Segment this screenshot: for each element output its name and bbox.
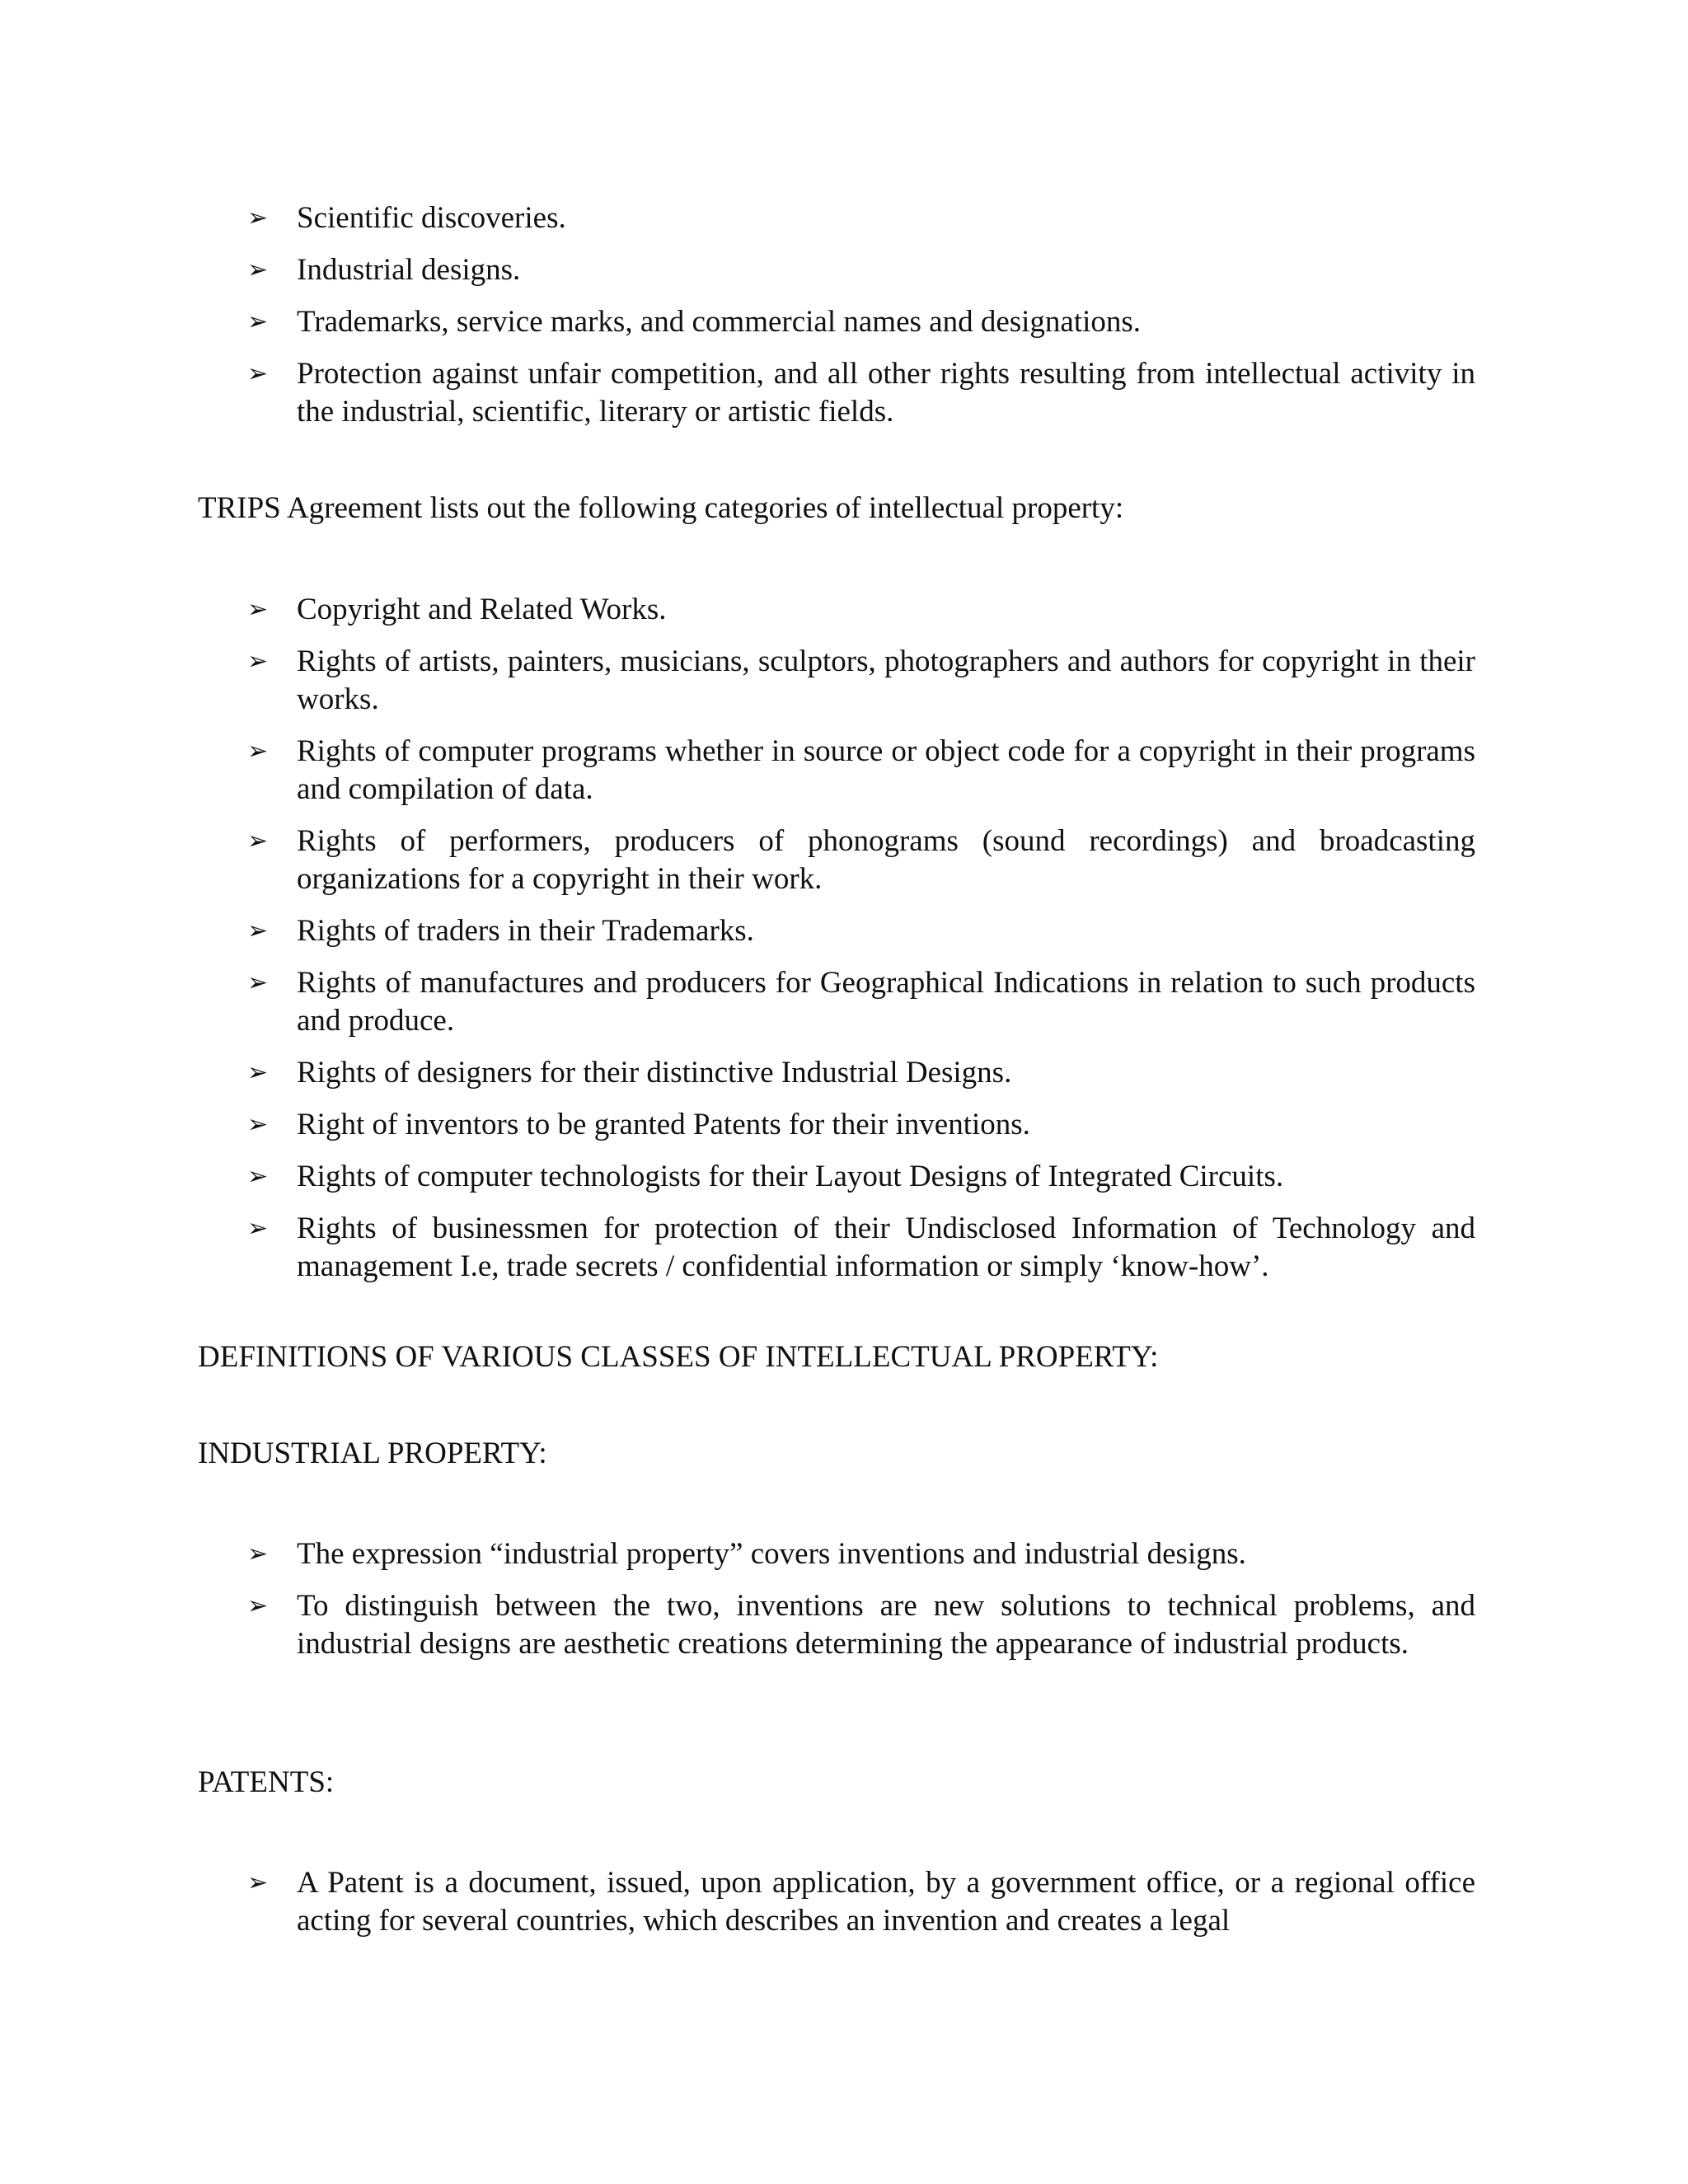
arrow-bullet-icon: ➢ bbox=[247, 647, 269, 676]
list-item-text: Rights of traders in their Trademarks. bbox=[297, 914, 754, 948]
list-item bbox=[247, 733, 1475, 808]
list-item bbox=[247, 964, 1475, 1040]
list-item bbox=[247, 199, 1475, 237]
list-item-text: Rights of designers for their distinctive Industrial Designs. bbox=[297, 1056, 1012, 1090]
arrow-bullet-icon: ➢ bbox=[247, 1214, 269, 1243]
arrow-bullet-icon: ➢ bbox=[247, 1591, 269, 1620]
arrow-bullet-icon: ➢ bbox=[247, 916, 269, 945]
trips-heading: TRIPS Agreement lists out the following categories of intellectual property: bbox=[198, 491, 1124, 525]
list-item bbox=[247, 251, 1475, 289]
list-item bbox=[247, 1054, 1475, 1092]
list-item bbox=[247, 303, 1475, 341]
list-item-text: Scientific discoveries. bbox=[297, 201, 566, 235]
arrow-bullet-icon: ➢ bbox=[247, 968, 269, 997]
list-item bbox=[247, 1587, 1475, 1663]
list-item-text: The expression “industrial property” covers inventions and industrial designs. bbox=[297, 1537, 1246, 1571]
trips-categories-list bbox=[247, 591, 1475, 1300]
list-item bbox=[247, 912, 1475, 950]
arrow-bullet-icon: ➢ bbox=[247, 737, 269, 766]
industrial-property-heading: INDUSTRIAL PROPERTY: bbox=[198, 1436, 547, 1470]
arrow-bullet-icon: ➢ bbox=[247, 255, 269, 284]
arrow-bullet-icon: ➢ bbox=[247, 595, 269, 624]
list-item-text: Rights of artists, painters, musicians, sculptors, photographers and authors for copyright in their works. bbox=[297, 644, 1475, 716]
arrow-bullet-icon: ➢ bbox=[247, 307, 269, 336]
list-item-text: Rights of manufactures and producers for Geographical Indications in relation to such products and produce. bbox=[297, 966, 1475, 1038]
ip-list-continued bbox=[247, 199, 1475, 445]
arrow-bullet-icon: ➢ bbox=[247, 1110, 269, 1139]
arrow-bullet-icon: ➢ bbox=[247, 1540, 269, 1568]
list-item bbox=[247, 823, 1475, 898]
arrow-bullet-icon: ➢ bbox=[247, 204, 269, 232]
patents-heading: PATENTS: bbox=[198, 1765, 335, 1799]
list-item-text: To distinguish between the two, inventions are new solutions to technical problems, and industrial designs are aesthetic creations determining the appearance of industrial products. bbox=[297, 1589, 1475, 1661]
list-item-text: Industrial designs. bbox=[297, 253, 521, 287]
list-item-text: Rights of computer programs whether in source or object code for a copyright in their programs and compilation of data. bbox=[297, 734, 1475, 806]
list-item-text: Protection against unfair competition, and all other rights resulting from intellectual activity in the industrial, scientific, literary or artistic fields. bbox=[297, 357, 1475, 429]
list-item-text: Rights of performers, producers of phonograms (sound recordings) and broadcasting organizations for a copyright in their work. bbox=[297, 824, 1475, 896]
list-item bbox=[247, 1210, 1475, 1286]
arrow-bullet-icon: ➢ bbox=[247, 827, 269, 855]
patents-list bbox=[247, 1864, 1475, 1954]
list-item bbox=[247, 355, 1475, 431]
list-item-text: A Patent is a document, issued, upon application, by a government office, or a regional office acting for several countries, which describes an invention and creates a legal bbox=[297, 1866, 1475, 1938]
definitions-heading: DEFINITIONS OF VARIOUS CLASSES OF INTELLECTUAL PROPERTY: bbox=[198, 1340, 1159, 1374]
arrow-bullet-icon: ➢ bbox=[247, 1868, 269, 1897]
list-item bbox=[247, 1535, 1475, 1573]
list-item-text: Right of inventors to be granted Patents for their inventions. bbox=[297, 1108, 1030, 1141]
arrow-bullet-icon: ➢ bbox=[247, 359, 269, 388]
list-item bbox=[247, 1106, 1475, 1144]
list-item-text: Rights of businessmen for protection of their Undisclosed Information of Technology and management I.e, trade secrets / confidential information or simply ‘know-how’. bbox=[297, 1212, 1475, 1283]
list-item-text: Trademarks, service marks, and commercial names and designations. bbox=[297, 305, 1142, 339]
arrow-bullet-icon: ➢ bbox=[247, 1162, 269, 1191]
list-item-text: Copyright and Related Works. bbox=[297, 593, 667, 626]
list-item bbox=[247, 1158, 1475, 1196]
list-item bbox=[247, 643, 1475, 719]
industrial-property-list bbox=[247, 1535, 1475, 1677]
arrow-bullet-icon: ➢ bbox=[247, 1058, 269, 1087]
list-item bbox=[247, 1864, 1475, 1940]
list-item-text: Rights of computer technologists for their Layout Designs of Integrated Circuits. bbox=[297, 1160, 1284, 1193]
list-item bbox=[247, 591, 1475, 629]
